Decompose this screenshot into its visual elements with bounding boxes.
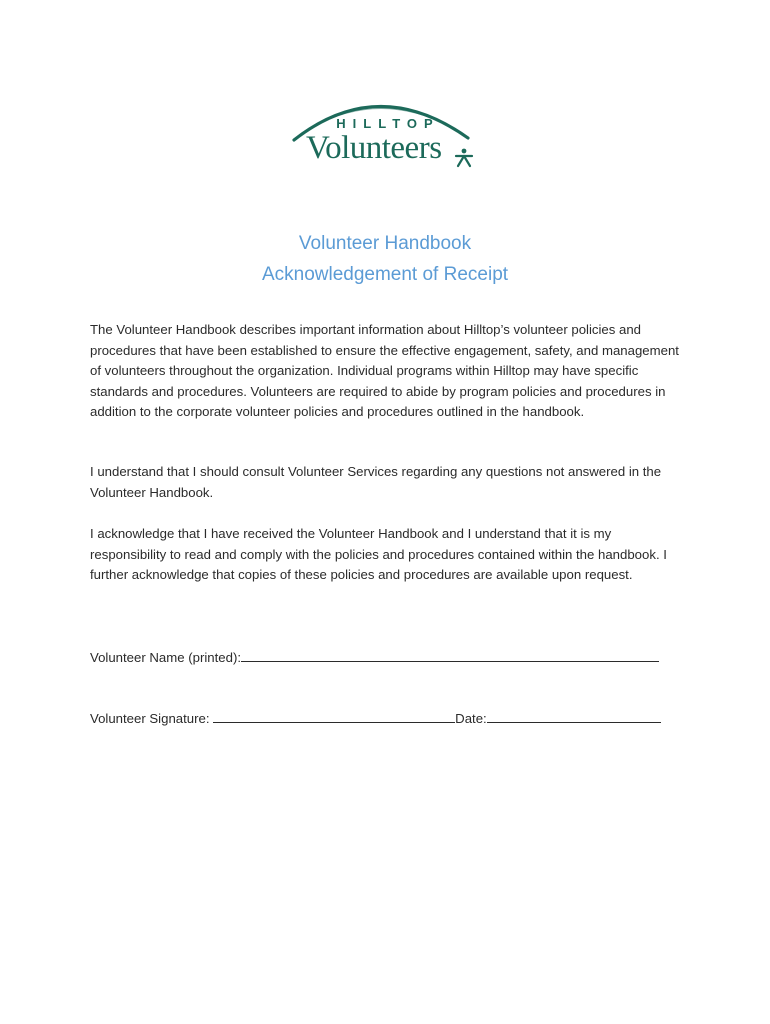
volunteer-name-field [90,648,659,665]
volunteer-signature-field [90,709,661,726]
paragraph-acknowledgement: I acknowledge that I have received the Volunteer Handbook and I understand that it is my responsibility to read and comply with the policies and procedures contained within the handbook. I further acknowledge that copies of these policies and procedures are available upon request. [90,526,667,582]
date-blank-line[interactable] [487,709,661,723]
logo-volunteers-text: Volunteers [306,130,442,166]
volunteer-signature-blank-line[interactable] [213,709,455,723]
document-title-line1: Volunteer Handbook [298,233,472,254]
volunteer-signature-label: Volunteer Signature: [90,711,214,726]
paragraph-consult-services: I understand that I should consult Volunteer Services regarding any questions not answered in the Volunteer Handbook. [90,464,662,500]
volunteer-name-blank-line[interactable] [241,648,659,662]
date-label: Date: [455,711,487,726]
document-title-line2: Acknowledgement of Receipt [261,264,509,285]
paragraph-handbook-description: The Volunteer Handbook describes important information about Hilltop’s volunteer policies and procedures that have been established to ensure the effective engagement, safety, and management of volunteers throughout the organization. Individual programs within Hilltop may have specific standards and procedures. Volunteers are required to abide by program policies and procedures in addition to the corporate volunteer policies and procedures outlined in the handbook. [90,322,679,419]
person-figure-icon [454,148,474,168]
volunteer-name-label: Volunteer Name (printed): [90,650,241,665]
logo-hilltop-text: HILLTOP [336,116,440,131]
hilltop-volunteers-logo [288,92,488,182]
